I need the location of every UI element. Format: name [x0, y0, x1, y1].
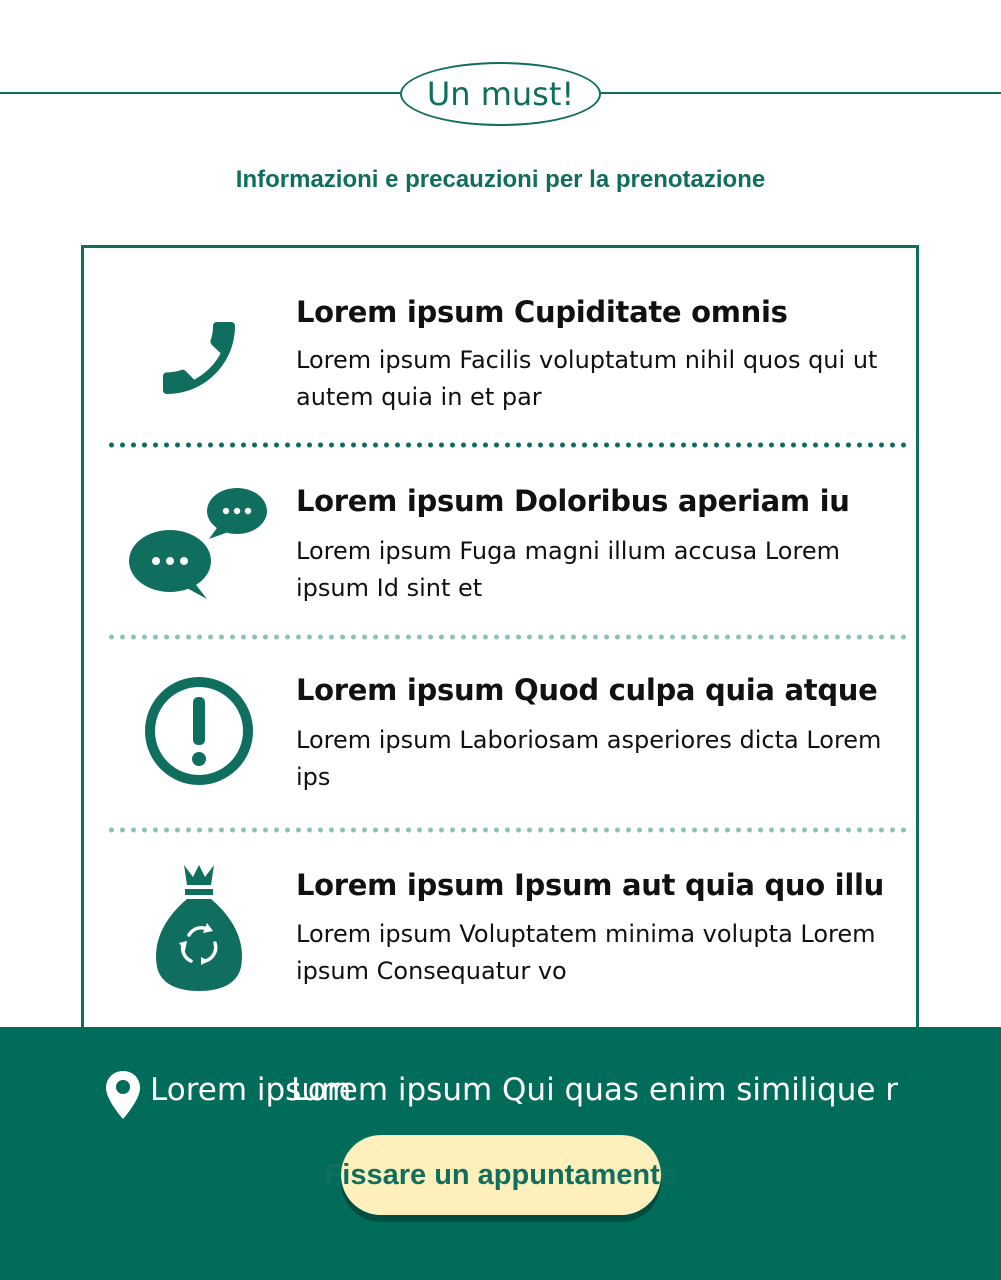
page-subtitle: Informazioni e precauzioni per la prenotazione: [235, 166, 766, 193]
info-item-desc: Lorem ipsum Fuga magni illum accusa Lorem ipsum Id sint et: [296, 537, 840, 602]
info-item-desc: Lorem ipsum Facilis voluptatum nihil quos qui ut autem quia in et par: [296, 346, 878, 411]
info-item-title: Lorem ipsum Doloribus aperiam iu: [296, 484, 850, 518]
info-item-title: Lorem ipsum Quod culpa quia atque: [296, 673, 878, 707]
info-card: [81, 245, 919, 1045]
item-divider: [106, 633, 906, 641]
location-address-text: Lorem ipsum Qui quas enim similique r: [291, 1072, 899, 1108]
must-badge: Un must!: [400, 62, 601, 126]
book-appointment-button[interactable]: Fissare un appuntamento: [341, 1135, 661, 1215]
header-rule-right: [600, 92, 1001, 94]
item-divider: [106, 441, 906, 449]
chat-bubbles-icon: [124, 473, 274, 593]
header-rule-left: [0, 92, 400, 94]
location-pin-icon: [104, 1069, 142, 1121]
info-item-desc: Lorem ipsum Laboriosam asperiores dicta Lorem ips: [296, 726, 882, 791]
recycle-bag-icon: [124, 868, 274, 988]
info-item-title: Lorem ipsum Cupiditate omnis: [296, 295, 788, 329]
phone-icon: [124, 298, 274, 418]
location-short-text: Lorem ipsum: [150, 1072, 352, 1108]
info-item-desc: Lorem ipsum Voluptatem minima volupta Lorem ipsum Consequatur vo: [296, 920, 876, 985]
item-divider: [106, 826, 906, 834]
info-item-title: Lorem ipsum Ipsum aut quia quo illu: [296, 868, 884, 902]
exclamation-circle-icon: [124, 671, 274, 791]
footer-bar: [0, 1027, 1001, 1280]
